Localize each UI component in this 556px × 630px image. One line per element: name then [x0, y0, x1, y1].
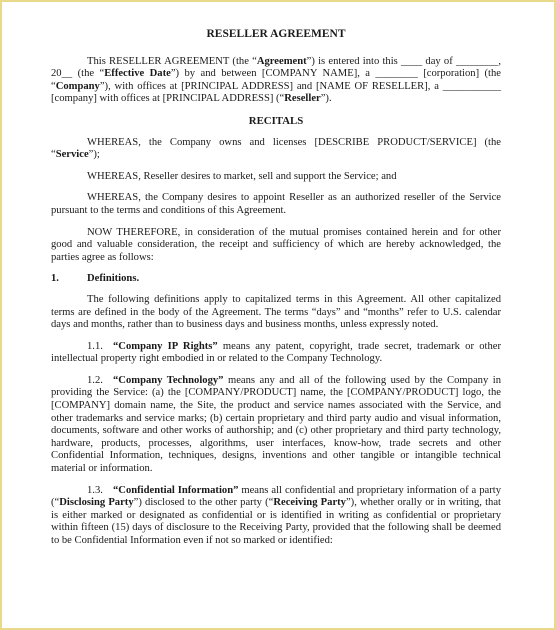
whereas-appoint-paragraph: WHEREAS, the Company desires to appoint Reseller as an authorized reseller of the Service pursuant to the terms and conditions of this Agreement.: [51, 192, 501, 216]
agreement-body: [51, 28, 501, 557]
document-title: RESELLER AGREEMENT: [206, 28, 346, 40]
definitions-intro-paragraph: The following definitions apply to capitalized terms in this Agreement. All other capitalized terms are defined in the body of the Agreement. The terms “days” and “months” refer to U.S. calendar days and months, rather than to business days and business months, unless expressly noted.: [51, 293, 501, 331]
definition-1-1: 1.1. “Company IP Rights” means any patent, copyright, trade secret, trademark or other intellectual property right embodied in or related to the Company Technology.: [51, 340, 502, 365]
definition-1-3: 1.3. “Confidential Information” means all confidential and proprietary information of a party (“Disclosing Party”) disclosed to the other party (“Receiving Party”), whether orally or in writing, that is either marked or designated as confidential or is identified in writing as confidential or proprietary within fifteen (15) days of disclosure to the Receiving Party, provided that the following shall be deemed to be Confidential Information even if not so marked or identified:: [51, 484, 501, 546]
now-therefore-paragraph: NOW THEREFORE, in consideration of the mutual promises contained herein and for other good and valuable consideration, the receipt and sufficiency of which are hereby acknowledged, the parties agree as follows:: [51, 226, 501, 263]
intro-paragraph: This RESELLER AGREEMENT (the “Agreement”) is entered into this ____ day of ________, 20__ (the “Effective Date”) by and between [COMPANY NAME], a ________ [corporation] (the “Company”), with offices at [PRINCIPAL ADDRESS] and [NAME OF RESELLER], a ___________ [company] with offices at [PRINCIPAL ADDRESS] (“Reseller”).: [51, 55, 501, 105]
whereas-service-paragraph: WHEREAS, the Company owns and licenses [DESCRIBE PRODUCT/SERVICE] (the “Service”);: [51, 136, 501, 161]
definition-1-2: 1.2. “Company Technology” means any and all of the following used by the Company in providing the Service: (a) the [COMPANY/PRODUCT] name, the [COMPANY/PRODUCT] logo, the [COMPANY] domain name, the Site, the product and service names associated with the Service, and other trademarks and service marks; (b) certain proprietary and third party audio and visual information, documents, software and other works of authorship; and (c) other proprietary and third party technology, hardware, products, processes, algorithms, user interfaces, know-how, trade secrets and other Confidential Information, techniques, designs, inventions and other tangible or intangible technical material or information.: [51, 374, 501, 475]
recitals-heading: RECITALS: [248, 114, 304, 127]
section-1-heading: [51, 273, 501, 286]
whereas-reseller-paragraph: WHEREAS, Reseller desires to market, sell and support the Service; and: [87, 170, 397, 182]
section-number: 1.: [51, 273, 59, 285]
section-title: Definitions.: [87, 273, 140, 285]
